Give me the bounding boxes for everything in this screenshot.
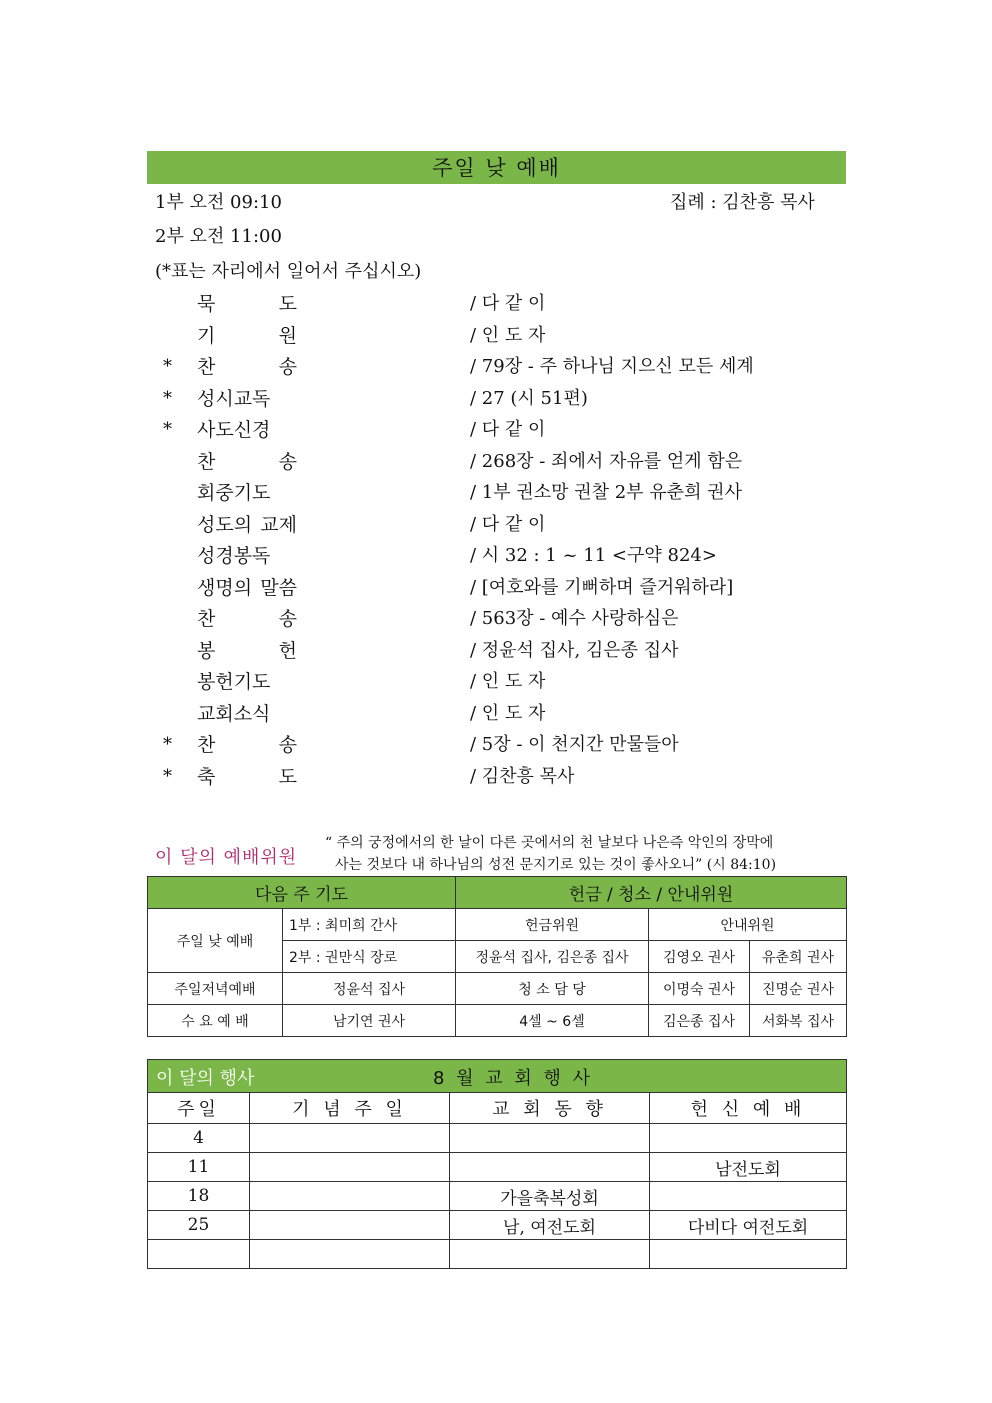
order-item-name: 찬 송 (197, 734, 297, 756)
event-cell: 남, 여전도회 (450, 1211, 650, 1240)
committee-label: 이 달의 예배위원 (155, 847, 298, 868)
order-item-name: 축 도 (197, 766, 297, 788)
events-table (147, 1092, 847, 1269)
usher-1: 김영오 권사 (649, 941, 750, 973)
col-memorial: 기 념 주 일 (250, 1093, 450, 1124)
order-item-value: / 시 32 : 1 ~ 11 <구약 824> (470, 545, 717, 566)
evening-prayer: 정윤석 집사 (283, 973, 456, 1005)
event-cell: 남전도회 (650, 1153, 847, 1182)
event-cell (250, 1240, 450, 1269)
order-item-name: 교회소식 (197, 703, 271, 725)
table-row (148, 1211, 847, 1240)
second-service-time: 2부 오전 11:00 (155, 226, 282, 247)
order-item-name: 회중기도 (197, 482, 271, 504)
sunday-prayer-2: 2부 : 권만식 장로 (283, 941, 456, 973)
order-item-value: / 다 같 이 (470, 293, 546, 314)
order-item-value: / 인 도 자 (470, 703, 546, 724)
wednesday-prayer: 남기연 권사 (283, 1005, 456, 1037)
head-prayer: 다음 주 기도 (148, 877, 456, 909)
offering-names: 정윤석 집사, 김은종 집사 (456, 941, 649, 973)
col-sunday: 주일 (148, 1093, 250, 1124)
wednesday-usher-1: 김은종 집사 (649, 1005, 750, 1037)
usher-label: 안내위원 (649, 909, 847, 941)
wednesday-cleaning: 4셀 ~ 6셀 (456, 1005, 649, 1037)
scripture-quote (325, 832, 776, 876)
head-staff: 헌금 / 청소 / 안내위원 (456, 877, 847, 909)
event-cell (650, 1240, 847, 1269)
order-star: * (163, 419, 172, 440)
event-cell (250, 1153, 450, 1182)
order-item-value: / [여호와를 기뻐하며 즐거워하라] (470, 577, 734, 598)
order-item-value: / 5장 - 이 천지간 만물들아 (470, 734, 679, 755)
event-cell (450, 1124, 650, 1153)
wednesday-label: 수 요 예 배 (148, 1005, 283, 1037)
col-trends: 교 회 동 향 (450, 1093, 650, 1124)
standing-note: (*표는 자리에서 일어서 주십시오) (155, 261, 422, 282)
order-item-value: / 268장 - 죄에서 자유를 얻게 함은 (470, 451, 743, 472)
worship-title: 주일 낮 예배 (147, 151, 846, 184)
quote-line-1: “ 주의 궁정에서의 한 날이 다른 곳에서의 천 날보다 나은즉 악인의 장막에 (325, 835, 774, 851)
table-row (148, 1182, 847, 1211)
order-item-value: / 인 도 자 (470, 325, 546, 346)
table-row (148, 1124, 847, 1153)
event-cell: 11 (148, 1153, 250, 1182)
order-item-name: 사도신경 (197, 419, 271, 441)
event-cell (250, 1211, 450, 1240)
event-cell: 다비다 여전도회 (650, 1211, 847, 1240)
event-cell (650, 1124, 847, 1153)
table-row (148, 1153, 847, 1182)
usher-2: 유춘희 권사 (750, 941, 847, 973)
order-item-value: / 김찬흥 목사 (470, 766, 575, 787)
sunday-label: 주일 낮 예배 (148, 909, 283, 973)
wednesday-usher-2: 서화복 집사 (750, 1005, 847, 1037)
order-item-value: / 정윤석 집사, 김은종 집사 (470, 640, 679, 661)
order-item-value: / 인 도 자 (470, 671, 546, 692)
order-item-name: 찬 송 (197, 451, 297, 473)
offering-label: 헌금위원 (456, 909, 649, 941)
order-item-value: / 1부 권소망 권찰 2부 유춘희 권사 (470, 482, 742, 503)
event-cell: 25 (148, 1211, 250, 1240)
order-item-name: 찬 송 (197, 608, 297, 630)
events-title: 8 월 교 회 행 사 (433, 1068, 594, 1089)
order-star: * (163, 734, 172, 755)
event-cell: 가을축복성회 (450, 1182, 650, 1211)
order-item-name: 기 원 (197, 325, 297, 347)
order-item-name: 성경봉독 (197, 545, 271, 567)
service-leader: 집례 : 김찬흥 목사 (670, 192, 815, 213)
order-item-name: 묵 도 (197, 293, 297, 315)
order-item-value: / 563장 - 예수 사랑하심은 (470, 608, 679, 629)
order-item-value: / 다 같 이 (470, 419, 546, 440)
sunday-prayer-1: 1부 : 최미희 간사 (283, 909, 456, 941)
event-cell: 4 (148, 1124, 250, 1153)
order-item-name: 성시교독 (197, 388, 271, 410)
order-star: * (163, 356, 172, 377)
event-cell (250, 1124, 450, 1153)
event-cell (450, 1153, 650, 1182)
order-item-value: / 79장 - 주 하나님 지으신 모든 세계 (470, 356, 754, 377)
quote-line-2: 사는 것보다 내 하나님의 성전 문지기로 있는 것이 좋사오니” (시 84:10) (335, 857, 777, 873)
event-cell (148, 1240, 250, 1269)
events-label: 이 달의 행사 (156, 1068, 255, 1089)
evening-usher-2: 진명순 권사 (750, 973, 847, 1005)
event-cell (450, 1240, 650, 1269)
event-cell (250, 1182, 450, 1211)
order-item-name: 봉헌기도 (197, 671, 271, 693)
order-item-name: 찬 송 (197, 356, 297, 378)
order-item-name: 성도의 교제 (197, 514, 297, 536)
order-item-name: 생명의 말씀 (197, 577, 297, 599)
events-header (147, 1059, 847, 1093)
order-item-value: / 다 같 이 (470, 514, 546, 535)
event-cell: 18 (148, 1182, 250, 1211)
order-star: * (163, 766, 172, 787)
order-item-name: 봉 헌 (197, 640, 297, 662)
order-star: * (163, 388, 172, 409)
table-row (148, 1240, 847, 1269)
first-service-time: 1부 오전 09:10 (155, 192, 282, 213)
evening-usher-1: 이명숙 권사 (649, 973, 750, 1005)
col-dedication: 헌 신 예 배 (650, 1093, 847, 1124)
evening-label: 주일저녁예배 (148, 973, 283, 1005)
event-cell (650, 1182, 847, 1211)
cleaning-label: 청 소 담 당 (456, 973, 649, 1005)
order-item-value: / 27 (시 51편) (470, 388, 588, 409)
committee-table (147, 876, 847, 1037)
